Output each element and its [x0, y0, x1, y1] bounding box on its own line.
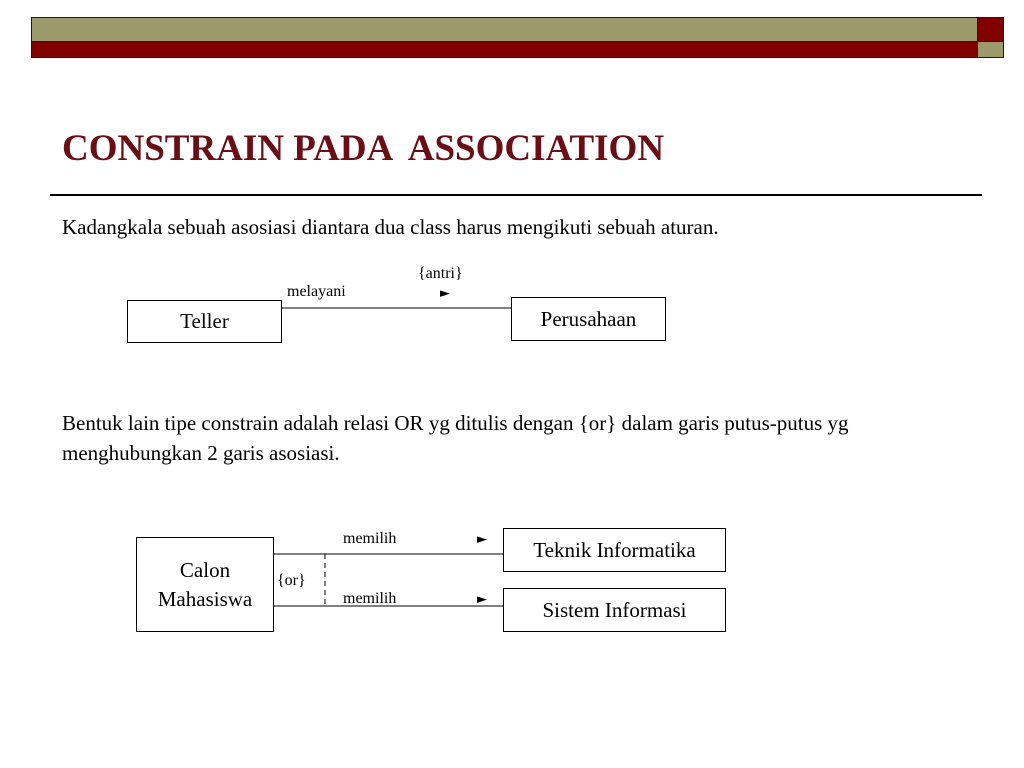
header-corner-maroon	[977, 17, 1004, 42]
header-corner-olive	[977, 41, 1004, 58]
class-box-sistem-informasi	[503, 588, 726, 632]
class-box-teknik-informatika	[503, 528, 726, 572]
intro-paragraph: Kadangkala sebuah asosiasi diantara dua class harus mengikuti sebuah aturan.	[62, 215, 719, 239]
association-label-memilih-top: memilih	[343, 530, 397, 547]
constraint-label-or: {or}	[277, 572, 306, 589]
slide-title: CONSTRAIN PADA ASSOCIATION	[62, 128, 665, 169]
class-name-sistem-informasi: Sistem Informasi	[542, 597, 687, 622]
class-name-line2: Mahasiswa	[157, 586, 253, 611]
class-name-teknik-informatika: Teknik Informatika	[533, 537, 696, 562]
class-box-perusahaan	[511, 297, 666, 341]
or-explanation-paragraph: Bentuk lain tipe constrain adalah relasi OR yg ditulis dengan {or} dalam garis putus-putus yg menghubungkan 2 garis asosiasi.	[62, 411, 849, 465]
direction-arrow-icon: ►	[477, 532, 487, 547]
title-divider	[50, 194, 982, 196]
association-label-memilih-bottom: memilih	[343, 590, 397, 607]
header-banner-olive	[31, 17, 978, 42]
header-banner-maroon	[31, 41, 978, 58]
class-name-perusahaan: Perusahaan	[540, 306, 637, 331]
class-name-line1: Calon	[179, 557, 231, 582]
constraint-label-antri: {antri}	[418, 265, 463, 282]
class-name-teller: Teller	[180, 309, 229, 333]
class-box-calon-mahasiswa	[136, 537, 274, 632]
class-box-teller	[127, 300, 282, 343]
direction-arrow-icon: ►	[477, 592, 487, 607]
direction-arrow-icon: ►	[440, 286, 450, 301]
association-label-melayani: melayani	[287, 283, 346, 300]
